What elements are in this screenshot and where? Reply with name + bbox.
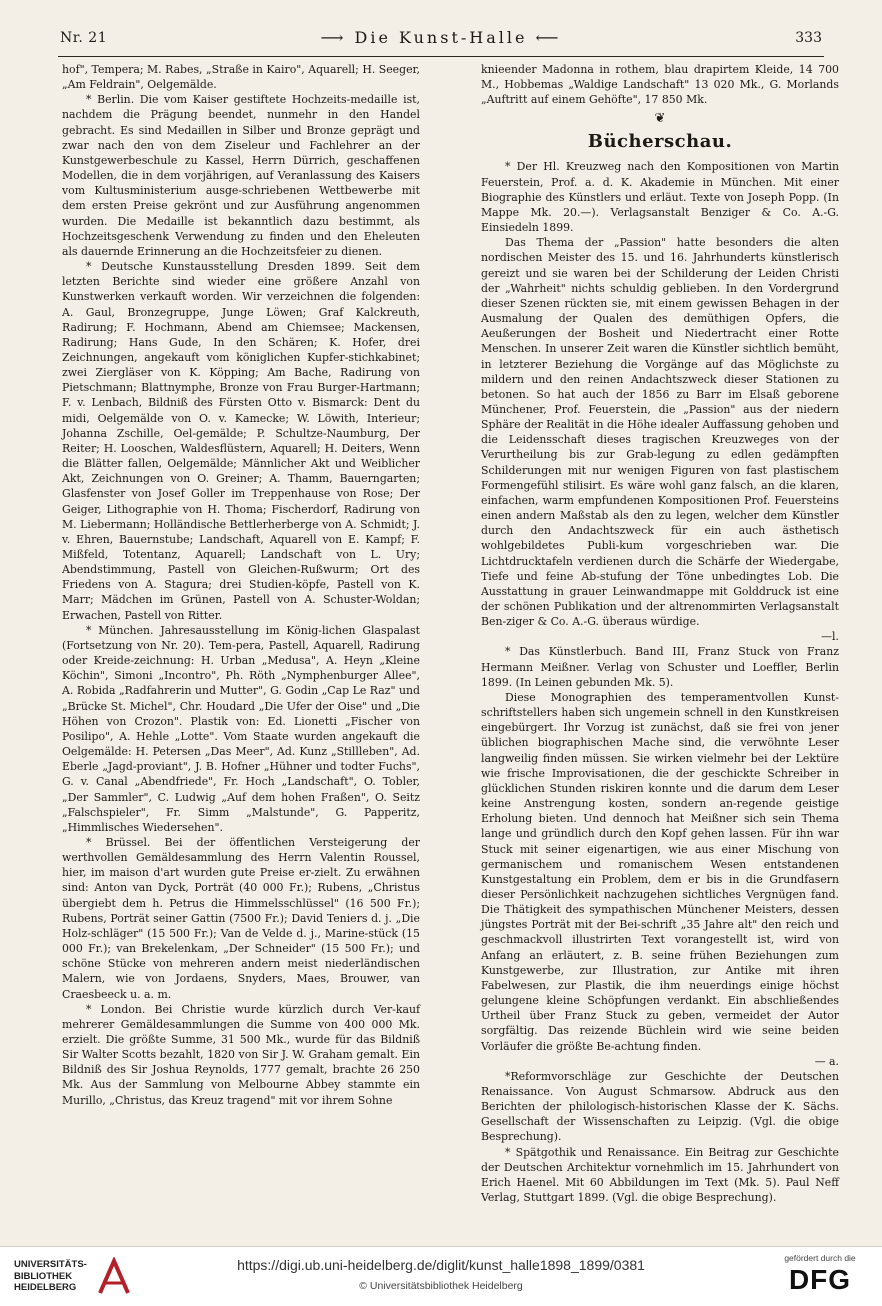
library-name-line: UNIVERSITÄTS- (14, 1259, 87, 1270)
journal-title: ⟶ Die Kunst-Halle ⟵ (320, 28, 562, 47)
article-dresden: * Deutsche Kunstausstellung Dresden 1899. Seit dem letzten Berichte sind wieder eine größere Anzahl von Kunstwerken verkauft worden. Wir verzeichnen die folgenden: A. Gaul, Bronzegruppe, Junge Löwen; Graf Kalckreuth, Radirung; F. Hochmann, Abend am Chiemsee; Mackensen, Radirung; Hans Gude, In den Schären; K. Hofer, drei Zeichnungen, angekauft vom königlichen Kupfer-stichkabinet; zwei Ziergläser von K. Köpping; Am Bache, Radirung von Pietschmann; Blattnymphe, Bronze von Frau Burger-Hartmann; F. v. Lenbach, Bildniß des Fürsten Otto v. Bismarck: Dent du midi, Oelgemälde von O. v. Kamecke; W. Löwith, Interieur; Johanna Zschille, Oel-gemälde; P. Schultze-Naumburg, Der Reiter; H. Looschen, Waldesflüstern, Aquarell; H. Deiters, Wenn die Blätter fallen, Oelgemälde; Männlicher Akt und Weiblicher Akt, Zeichnungen von O. Greiner; A. Thamm, Bauerngarten; Glasfenster von Josef Goller im Treppenhause von Rose; Der Geiger, Lithographie von H. Thoma; Fischerdorf, Radirung von M. Liebermann; Holländische Bettlerherberge von A. Schmidt; J. v. Ehren, Bauernstube; Landschaft, Aquarell von E. Kampf; F. Mißfeld, Totentanz, Aquarell; Landschaft von L. Ury; Abendstimmung, Pastell von Gleichen-Rußwurm; Ort des Friedens von A. Stagura; drei Studien-köpfe, Pastell von K. Marr; Mädchen im Grünen, Pastell von A. Schuster-Woldan; Erwachen, Pastell von Ritter. (62, 260, 420, 622)
page-header (58, 22, 824, 57)
article-london: * London. Bei Christie wurde kürzlich durch Ver-kauf mehrerer Gemäldesammlungen die Summe von 400 000 Mk. erzielt. Die größte Summe, 31 500 Mk., wurde für das Bildniß Sir Walter Scotts bezahlt, 1820 von Sir J. W. Graham gemalt. Ein Bildniß des Sir Joshua Reynolds, 1777 gemalt, brachte 26 250 Mk. Aus der Sammlung von Melbourne Abbey stammte ein Murillo, „Christus, das Kreuz tragend" mit vor ihrem Sohne (62, 1002, 420, 1107)
section-heading: Bücherschau. (587, 131, 733, 153)
fleuron-ornament: ❦ (654, 111, 666, 127)
dfg-logo[interactable] (774, 1253, 866, 1301)
right-column (481, 62, 839, 1205)
article-berlin: * Berlin. Die vom Kaiser gestiftete Hochzeits-medaille ist, nachdem die Prägung beendet, nunmehr in den Handel gebracht. Es sind Medaillen in Silber und Bronze geprägt und zwar nach den von dem Ziseleur und Fachlehrer an der Kunstgewerbeschule zu Kassel, Herrn Dürrich, geschaffenen Modellen, die in dem vorjährigen, auf Veranlassung des Kaisers vom Kultusministerium ausge-schriebenen Wettbewerbe mit dem ersten Preise gekrönt und zur Ausführung angenommen wurden. Die Medaille ist bekanntlich dazu bestimmt, als Hochzeitsgeschenk Verwendung zu finden und den Eheleuten als dauernde Erinnerung an die Hochzeitsfeier zu dienen. (62, 93, 420, 258)
article-muenchen: * München. Jahresausstellung im König-lichen Glaspalast (Fortsetzung von Nr. 20). Tem-pera, Pastell, Aquarell, Radirung oder Kreide-zeichnung: H. Urban „Medusa", A. Heyn „Kleine Köchin", Simoni „Incontro", Ph. Röth „Nymphenburger Allee", A. Robida „Radfahrerin und Mutter", G. Godin „Cap Le Raz" und „Brücke St. Michel", Chr. Houdard „Die Ufer der Oise" und „Die Höhen von Crozon". Plastik von: Ed. Lionetti „Fischer von Posilipo", A. Hehle „Lotte". Vom Staate wurden angekauft die Oelgemälde: H. Petersen „Das Meer", Ad. Kunz „Stillleben", Ad. Eberle „Jagd-proviant", J. B. Hofner „Hühner und todter Fuchs", G. v. Canal „Abendfriede", Fr. Hoch „Landschaft", O. Tobler, „Der Sammler", C. Ludwig „Auf dem hohen Fraßen", O. Seitz „Falschspieler", Fr. Simm „Malstunde", G. Papperitz, „Himmlisches Wiedersehen". (62, 623, 420, 834)
page-number: 333 (795, 30, 822, 46)
review-reformvorschlaege: *Reformvorschläge zur Geschichte der Deutschen Renaissance. Von August Schmarsow. Abdruck aus den Berichten der philologisch-historischen Klasse der K. Sächs. Gesellschaft der Wissenschaften zu Leipzig. (Vgl. die obige Besprechung). (481, 1069, 839, 1144)
review-kreuzweg-body: Das Thema der „Passion" hatte besonders die alten nordischen Meister des 15. und 16. Jahrhunderts künstlerisch gereizt und sie waren bei der Schilderung der Leiden Christi der „Wahrheit" nichts schuldig geblieben. In den Vordergrund dieser Szenen rückten sie, mit einem gewissen Behagen in der Ausmalung der Qualen des demüthigen Opfers, die Aeußerungen der Bosheit und Niedertracht einer Rotte Menschen. In unserer Zeit waren die Künstler sichtlich bemüht, in letzterer Beziehung die Vorgänge auf das Möglichste zu mildern und den reinen Andachtszweck dieser Stationen zu betonen. So hat auch der 1856 zu Barr im Elsaß geborene Münchener, Prof. Feuerstein, die „Passion" aus der niedern Sphäre der Realität in die Höhe idealer Auffassung gehoben und die Leidensschaft dieses tragischen Kreuzweges von der Verurtheilung bis zur Grab-legung zu edlen gedämpften Schilderungen mit nur wenigen Figuren von fast plastischem Formengefühl stilisirt. Es wäre wohl ganz falsch, an die klaren, einfachen, warm empfundenen Kompositionen Prof. Feuersteins einen andern Maßstab als den zu legen, welcher dem Künstler durch den Andachtszweck für ein auch ästhetisch wohlgebildetes Publi-kum vorgeschrieben war. Die Lichtdrucktafeln verdienen durch die Schärfe der Wiedergabe, Tiefe und feine Ab-stufung der Töne unbedingtes Lob. Die Ausstattung in grauer Leinwandmappe mit Golddruck ist eine der schönen Publikation und der altrenommirten Verlagsanstalt Ben-ziger & Co. A.-G. überaus würdige. (481, 236, 839, 629)
article-bruessel: * Brüssel. Bei der öffentlichen Versteigerung der werthvollen Gemäldesammlung des Herrn Valentin Roussel, hier, im maison d'art wurden gute Preise er-zielt. Zu erwähnen sind: Anton van Dyck, Porträt (40 000 Fr.); Rubens, „Christus übergiebt dem h. Petrus die Himmelsschlüssel" (16 500 Fr.); Rubens, Porträt seiner Gattin (7500 Fr.); David Teniers d. j. „Die Holz-schläger" (15 500 Fr.); Van de Velde d. j., Marine-stück (15 000 Fr.); van Brekelenkam, „Der Schneider" (15 500 Fr.); und schöne Stücke von mehreren andern meist niederländischen Malern, wie von Jordaens, Snyders, Maes, Brouwer, van Craesbeeck u. a. m. (62, 835, 420, 1001)
copyright-notice: © Universitätsbibliothek Heidelberg (359, 1280, 523, 1292)
review-stuck-body: Diese Monographien des temperamentvollen Kunst-schriftstellers haben sich ungemein schnell in den Kunstkreisen eingebürgert. Ihr Vorzug ist zunächst, daß sie frei von jener üblichen biographischen Mache sind, die verwöhnte Leser langweilig finden müssen. Sie wirken vielmehr bei der Lektüre wie frische Improvisationen, die der geschickte Schreiber in glücklichen Stunden riskiren konnte und die darum dem Leser keine Anstrengung kosten, sondern an-regende geistige Erholung bieten. Und dennoch hat Meißner sich sein Thema lange und gründlich durch den Kopf gehen lassen. Für ihn war Stuck mit seiner eigenartigen, wie aus einer Mischung von germanischem und romanischem Wesen entstandenen Kunstgestaltung ein Problem, dem er bis in die Grundfasern dieser Persönlichkeit nachzugehen sichtliches Vergnügen fand. Die Thätigkeit des sympathischen Münchener Meisters, dessen jüngstes Porträt mit der Bei-schrift „35 Jahre alt" den reich und geschmackvoll illustrirten Text vorangestellt ist, wird von Anfang an erläutert, z. B. seine frühen Beziehungen zum Kunstgewerbe, zur Illustration, zur Antike mit ihren Fabelwesen, zur Plastik, die ihm neuerdings einige höchst gelungene kleine Schöpfungen verdankt. Ein abschließendes Urtheil über Franz Stuck zu geben, vermeidet der Autor sorgfältig. Das reizende Büchlein wird wie seine beiden Vorläufer die größte Be-achtung finden. (481, 690, 839, 1053)
viewer-footer (0, 1246, 882, 1306)
library-name-line: BIBLIOTHEK (14, 1270, 73, 1282)
funder-note: gefördert durch die (784, 1253, 856, 1263)
permalink-url[interactable]: https://digi.ub.uni-heidelberg.de/diglit/kunst_halle1898_1899/0381 (237, 1257, 645, 1273)
article-paragraph: hof", Tempera; M. Rabes, „Straße in Kairo", Aquarell; H. Seeger, „Am Feldrain", Oelgemälde. (62, 63, 420, 92)
article-continuation: knieender Madonna in rothem, blau drapirtem Kleide, 14 700 M., Hobbemas „Waldige Landschaft" 13 020 Mk., G. Morlands „Auftritt auf einem Gehöfte", 17 850 Mk. (481, 63, 839, 107)
funder-logo-text: DFG (788, 1264, 852, 1295)
issue-number: Nr. 21 (60, 30, 108, 46)
review-spaetgothik: * Spätgothik und Renaissance. Ein Beitrag zur Geschichte der Deutschen Architektur vornehmlich im 15. Jahrhundert von Erich Haenel. Mit 60 Abbildungen im Text (Mk. 5). Paul Neff Verlag, Stuttgart 1899. (Vgl. die obige Besprechung). (481, 1145, 839, 1205)
left-column (62, 62, 420, 1108)
review-signature: —l. (821, 630, 839, 644)
review-signature: — a. (814, 1054, 839, 1068)
review-kreuzweg-title: * Der Hl. Kreuzweg nach den Kompositionen von Martin Feuerstein, Prof. a. d. K. Akademie in München. Mit einer Biographie des Künstlers und erläut. Texte von Joseph Popp. (In Mappe Mk. 20.—). Verlagsanstalt Benziger & Co. A.-G. Einsiedeln 1899. (481, 160, 839, 235)
library-name-line: HEIDELBERG (14, 1282, 77, 1293)
journal-title-text: Die Kunst-Halle (354, 28, 528, 47)
review-stuck-title: * Das Künstlerbuch. Band III, Franz Stuck von Franz Hermann Meißner. Verlag von Schuster und Loeffler, Berlin 1899. (In Leinen gebunden Mk. 5). (481, 645, 839, 689)
